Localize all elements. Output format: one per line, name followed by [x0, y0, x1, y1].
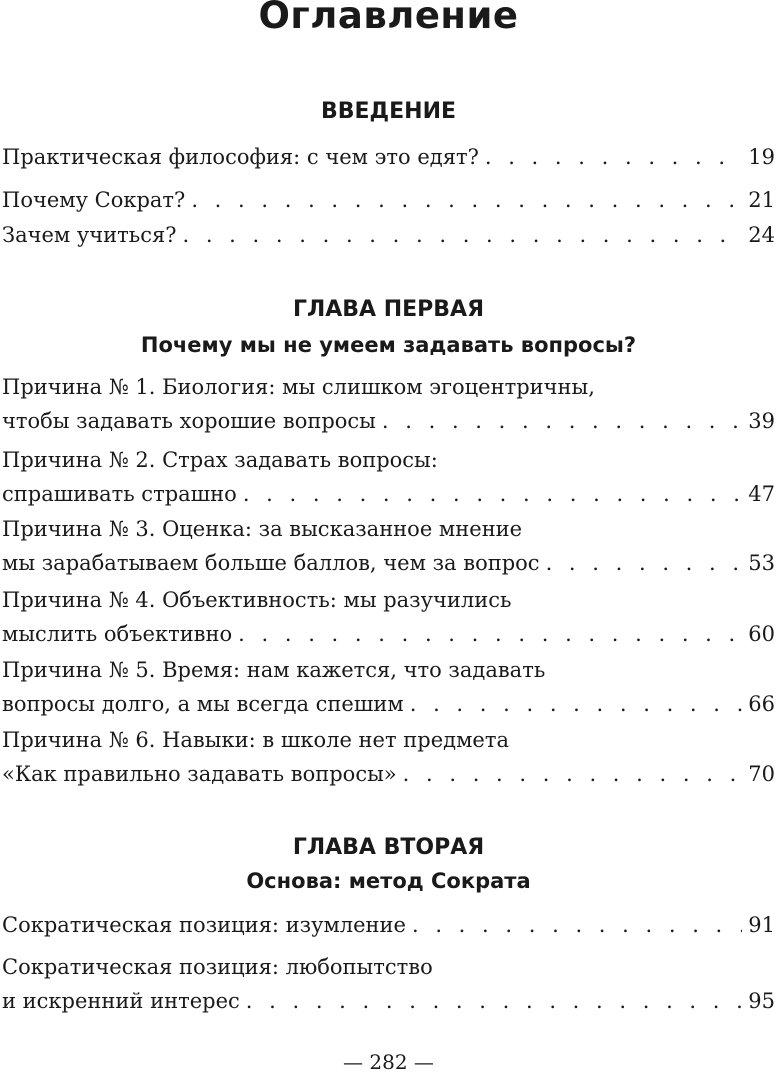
chapter2-heading: ГЛАВА ВТОРАЯ: [292, 835, 485, 860]
toc-entry-text: спрашивать страшно: [2, 482, 237, 506]
toc-entry-text: Причина № 6. Навыки: в школе нет предмета: [2, 728, 509, 752]
leader-dots: [182, 218, 742, 252]
toc-entry-text: и искренний интерес: [2, 989, 240, 1013]
toc-entry-text: Почему Сократ?: [2, 188, 186, 212]
leader-dots: [238, 617, 742, 651]
leader-dots: [412, 908, 742, 942]
toc-entry-text: Причина № 1. Биология: мы слишком эгоцентричны,: [2, 375, 595, 399]
chapter1-subtitle: Почему мы не умеем задавать вопросы?: [140, 333, 637, 357]
toc-page-number: 47: [748, 482, 775, 506]
toc-entry[interactable]: [2, 140, 775, 174]
toc-entry[interactable]: [2, 370, 775, 438]
toc-page-number: 70: [748, 762, 775, 786]
leader-dots: [382, 404, 742, 438]
toc-entry[interactable]: [2, 653, 775, 721]
toc-entry[interactable]: [2, 512, 775, 580]
leader-dots: [485, 140, 742, 174]
toc-page-number: 24: [748, 223, 775, 247]
leader-dots: [546, 546, 743, 580]
toc-entry[interactable]: [2, 218, 775, 252]
leader-dots: [191, 183, 742, 217]
toc-page-number: 91: [748, 913, 775, 937]
toc-page-number: 66: [748, 692, 775, 716]
chapter2-subtitle: Основа: метод Сократа: [246, 869, 531, 893]
toc-entry[interactable]: [2, 183, 775, 217]
toc-entry-text: Причина № 3. Оценка: за высказанное мнение: [2, 517, 523, 541]
toc-page-number: 21: [748, 188, 775, 212]
toc-entry-text: чтобы задавать хорошие вопросы: [2, 409, 376, 433]
toc-page-number: 39: [748, 409, 775, 433]
toc-entry-text: вопросы долго, а мы всегда спешим: [2, 692, 404, 716]
toc-entry[interactable]: [2, 443, 775, 511]
page-number-footer: — 282 —: [343, 1050, 434, 1074]
toc-entry[interactable]: [2, 723, 775, 791]
intro-heading: ВВЕДЕНИЕ: [320, 99, 457, 124]
toc-entry-text: Причина № 5. Время: нам кажется, что задавать: [2, 658, 546, 682]
toc-page-number: 95: [748, 989, 775, 1013]
toc-entry-text: Зачем учиться?: [2, 223, 177, 247]
page-title: Оглавление: [258, 0, 519, 37]
toc-page-number: 53: [748, 551, 775, 575]
leader-dots: [403, 757, 743, 791]
toc-entry-text: «Как правильно задавать вопросы»: [2, 762, 397, 786]
leader-dots: [243, 477, 742, 511]
toc-entry-text: Практическая философия: с чем это едят?: [2, 145, 479, 169]
toc-entry-text: мыслить объективно: [2, 622, 233, 646]
toc-page-number: 60: [748, 622, 775, 646]
toc-entry[interactable]: [2, 583, 775, 651]
leader-dots: [410, 687, 743, 721]
toc-entry-text: Сократическая позиция: изумление: [2, 913, 406, 937]
toc-entry-text: Сократическая позиция: любопытство: [2, 955, 433, 979]
toc-entry-text: мы зарабатываем больше баллов, чем за вопрос: [2, 551, 540, 575]
toc-entry-text: Причина № 2. Страх задавать вопросы:: [2, 448, 438, 472]
toc-entry-text: Причина № 4. Объективность: мы разучились: [2, 588, 512, 612]
toc-entry[interactable]: [2, 908, 775, 942]
toc-page-number: 19: [748, 145, 775, 169]
leader-dots: [246, 984, 743, 1018]
toc-entry[interactable]: [2, 950, 775, 1018]
chapter1-heading: ГЛАВА ПЕРВАЯ: [292, 297, 485, 322]
